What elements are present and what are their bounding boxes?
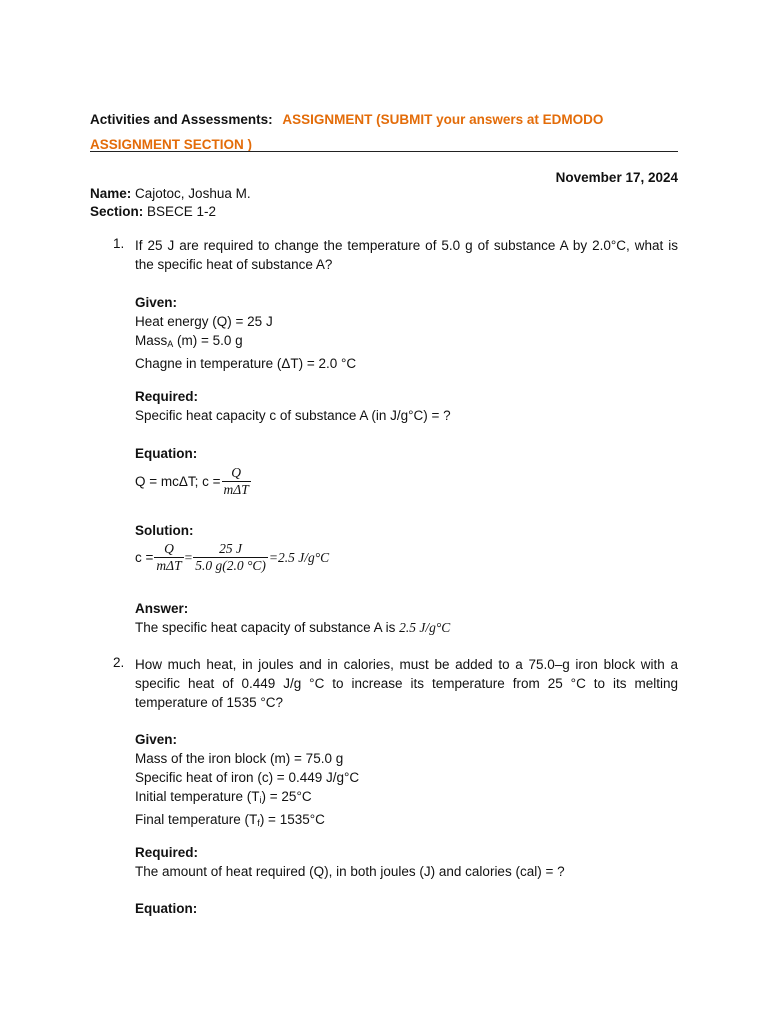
given-item: Chagne in temperature (ΔT) = 2.0 °C [135, 356, 357, 371]
name-label: Name: [90, 186, 132, 201]
solution-label: Solution: [135, 523, 194, 538]
given-item: Mass$_A$ (m) = 5.0 g [135, 333, 243, 349]
activities-label: Activities and Assessments: [90, 112, 273, 127]
question-number: 2. [113, 655, 125, 670]
given-label: Given: [135, 295, 178, 310]
equation-formula: Q = mcΔT; c = $\frac{Q}{\text{mΔT}}$ [135, 465, 249, 497]
solution-block [135, 521, 678, 574]
equation-block [135, 899, 678, 918]
required-text: Specific heat capacity c of substance A (in J/g°C) = ? [135, 408, 451, 423]
assignment-title: ASSIGNMENT (SUBMIT your answers at EDMODO [282, 112, 604, 127]
solution-fraction-1: $\frac{Q}{\text{mΔT}}$ [156, 541, 182, 573]
answer-value: 2.5 J/g°C [399, 620, 451, 635]
equation-label: Equation: [135, 446, 198, 461]
assignment-title-cont: ASSIGNMENT SECTION ) [90, 137, 253, 152]
assignment-header [90, 107, 678, 157]
header-divider [90, 151, 678, 152]
given-item: Heat energy (Q) = 25 J [135, 314, 273, 329]
question-number: 1. [113, 236, 125, 251]
given-label: Given: [135, 732, 178, 747]
required-label: Required: [135, 389, 199, 404]
given-item: Mass of the iron block (m) = 75.0 g [135, 751, 344, 766]
section-label: Section: [90, 204, 144, 219]
student-info [90, 185, 251, 221]
document-date: November 17, 2024 [555, 170, 678, 185]
student-name: Cajotoc, Joshua M. [135, 186, 251, 201]
given-block [135, 293, 678, 373]
question-text: How much heat, in joules and in calories, must be added to a 75.0–g iron block with a specific heat of 0.449 J/g °C to increase its temperature from 25 °C to its melting temperature of 1535 °C? [135, 657, 678, 710]
answer-block [135, 599, 678, 637]
required-label: Required: [135, 845, 199, 860]
solution-result: =2.5 J/g°C [268, 550, 330, 565]
required-block [135, 843, 678, 881]
equation-block [135, 444, 678, 498]
given-item: Final temperature $(T_f) = 1535^\circ C$ [135, 812, 325, 828]
equation-label: Equation: [135, 901, 198, 916]
answer-label: Answer: [135, 601, 189, 616]
solution-fraction-2: $\frac{25 J}{5.0 g(2.0 ^\circ C)}$ [195, 541, 266, 573]
required-text: The amount of heat required (Q), in both joules (J) and calories (cal) = ? [135, 864, 565, 879]
question-text: If 25 J are required to change the temperature of 5.0 g of substance A by 2.0°C, what is the specific heat of substance A? [135, 238, 678, 272]
given-item: Initial temperature $(T_i) = 25^\circ C$ [135, 789, 312, 805]
equation-fraction: $\frac{Q}{\text{mΔT}}$ [223, 465, 249, 497]
required-block [135, 387, 678, 425]
answer-text: The specific heat capacity of substance A is 2.5 J/g°C [135, 620, 451, 635]
solution-formula: c = $\frac{Q}{\text{mΔT}}$ = $\frac{25 J}{5.0 g(2.0 ^\circ C)}$ =2.5 J/g°C [135, 541, 330, 573]
given-block [135, 730, 678, 833]
given-item: Specific heat of iron (c) = 0.449 J/g°C [135, 770, 360, 785]
student-section: BSECE 1-2 [147, 204, 217, 219]
